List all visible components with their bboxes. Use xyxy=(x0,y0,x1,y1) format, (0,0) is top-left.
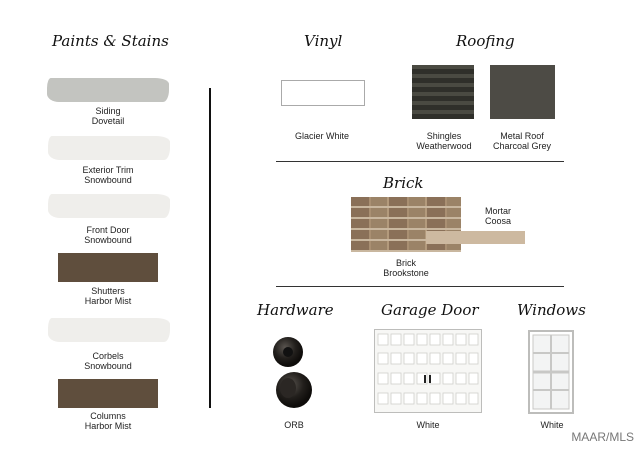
windows-label: White xyxy=(540,420,564,430)
shutters-label: Shutters Harbor Mist xyxy=(84,286,132,306)
vertical-divider xyxy=(209,88,211,408)
garage-door-heading: Garage Door xyxy=(381,301,479,319)
corbels-label: Corbels Snowbound xyxy=(84,351,132,371)
vinyl-label: Glacier White xyxy=(294,131,349,141)
columns-swatch xyxy=(58,379,158,408)
windows-heading: Windows xyxy=(517,301,586,319)
shutters-swatch xyxy=(58,253,158,282)
metal-roof-swatch xyxy=(490,65,555,119)
shingles-label: Shingles Weatherwood xyxy=(416,131,472,151)
hardware-label: ORB xyxy=(284,420,304,430)
divider-bottom xyxy=(276,286,564,287)
mortar-swatch xyxy=(426,231,525,244)
divider-top xyxy=(276,161,564,162)
hardware-knobs-icon xyxy=(266,334,316,414)
corbels-swatch xyxy=(48,318,170,342)
window-icon xyxy=(528,330,574,414)
brick-heading: Brick xyxy=(383,174,424,192)
vinyl-swatch xyxy=(281,80,365,106)
columns-label: Columns Harbor Mist xyxy=(84,411,132,431)
brick-label: Brick Brookstone xyxy=(383,258,429,278)
garage-door-label: White xyxy=(416,420,440,430)
shingles-swatch xyxy=(412,65,474,119)
watermark: MAAR/MLS xyxy=(571,430,634,444)
roofing-heading: Roofing xyxy=(456,32,515,50)
metal-roof-label: Metal Roof Charcoal Grey xyxy=(492,131,552,151)
siding-swatch xyxy=(47,78,169,102)
hardware-heading: Hardware xyxy=(257,301,334,319)
mortar-label: Mortar Coosa xyxy=(484,206,511,226)
garage-door-icon xyxy=(374,329,482,413)
exterior-trim-label: Exterior Trim Snowbound xyxy=(82,165,134,185)
front-door-label: Front Door Snowbound xyxy=(84,225,132,245)
siding-label: Siding Dovetail xyxy=(91,106,125,126)
exterior-trim-swatch xyxy=(48,136,170,160)
paints-stains-heading: Paints & Stains xyxy=(52,32,169,50)
front-door-swatch xyxy=(48,194,170,218)
vinyl-heading: Vinyl xyxy=(304,32,343,50)
